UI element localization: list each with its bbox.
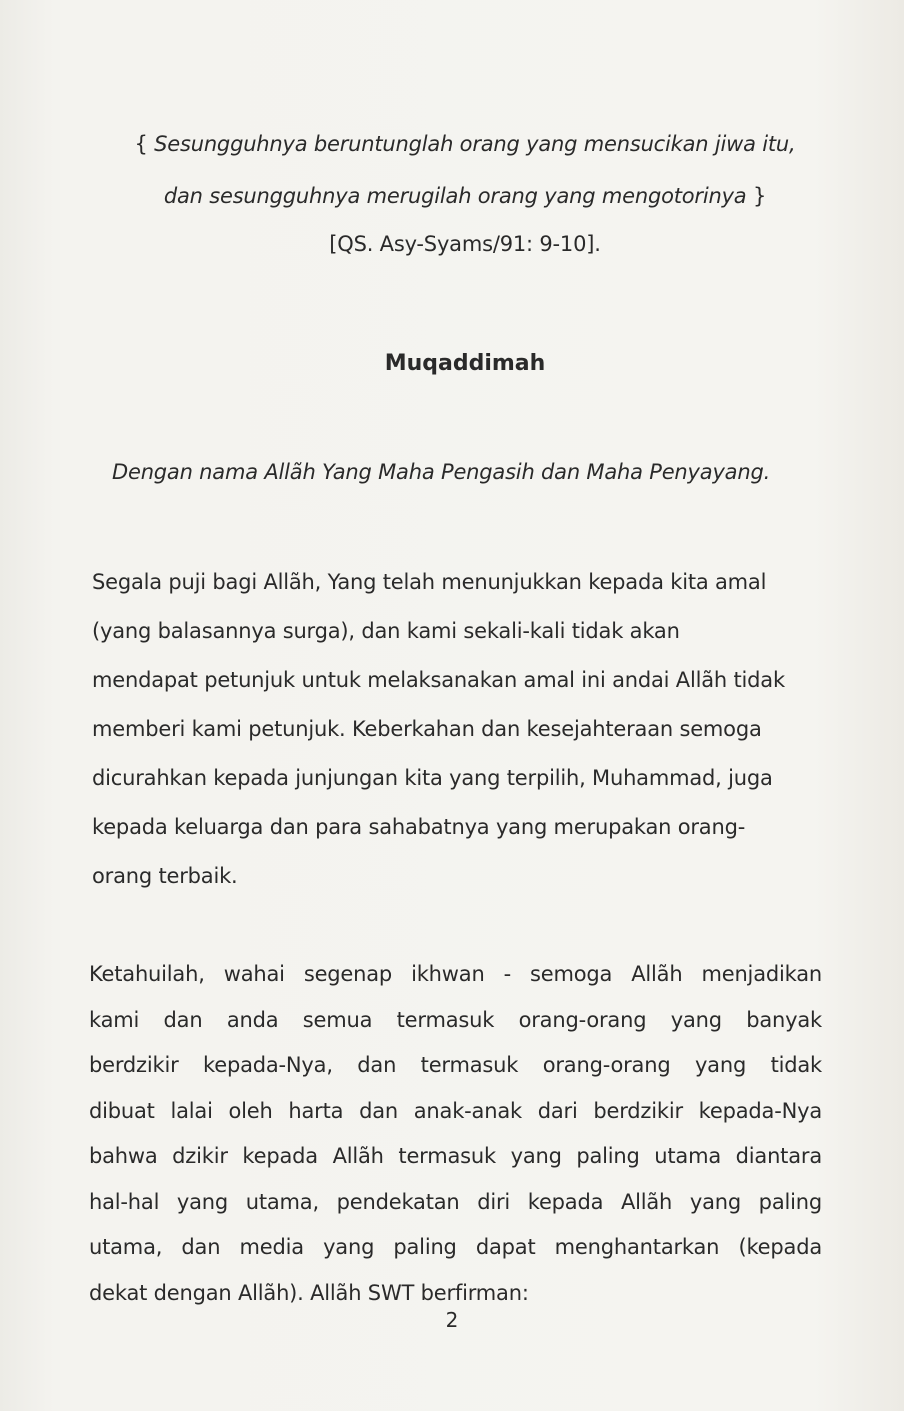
section-heading: Muqaddimah	[384, 351, 546, 376]
paragraph-1	[92, 558, 785, 901]
paragraph-2-line: hal-hal yang utama, pendekatan diri kepada Allãh yang paling	[89, 1189, 822, 1214]
paragraph-1-line: Segala puji bagi Allãh, Yang telah menunjukkan kepada kita amal	[92, 570, 767, 594]
paragraph-2-line: dibuat lalai oleh harta dan anak-anak dari berdzikir kepada-Nya	[89, 1098, 822, 1123]
paragraph-1-line: memberi kami petunjuk. Keberkahan dan kesejahteraan semoga	[92, 717, 762, 741]
paragraph-1-line: mendapat petunjuk untuk melaksanakan amal ini andai Allãh tidak	[92, 668, 785, 692]
quote-text-2: dan sesungguhnya merugilah orang yang mengotorinya	[163, 184, 747, 208]
paragraph-1-line: orang terbaik.	[92, 864, 238, 888]
paragraph-2	[89, 952, 822, 1316]
paragraph-2-line: kami dan anda semua termasuk orang-orang yang banyak	[89, 1007, 822, 1032]
quote-line-1	[100, 118, 830, 170]
paragraph-2-line: bahwa dzikir kepada Allãh termasuk yang paling utama diantara	[89, 1144, 822, 1168]
paragraph-2-line: dekat dengan Allãh). Allãh SWT berfirman:	[89, 1280, 529, 1305]
paragraph-1-line: kepada keluarga dan para sahabatnya yang merupakan orang-	[92, 815, 746, 839]
quote-text-1: Sesungguhnya beruntunglah orang yang mensucikan jiwa itu,	[154, 132, 796, 156]
quote-reference: [QS. Asy-Syams/91: 9-10].	[329, 232, 601, 256]
paragraph-2-line: utama, dan media yang paling dapat menghantarkan (kepada	[89, 1235, 822, 1259]
quote-close-brace: }	[752, 184, 767, 208]
quote-open-brace: {	[134, 132, 148, 156]
quran-quote	[100, 118, 830, 270]
paragraph-2-line: berdzikir kepada-Nya, dan termasuk orang-orang yang tidak	[89, 1053, 822, 1077]
quote-line-2	[100, 170, 830, 222]
paragraph-1-line: dicurahkan kepada junjungan kita yang terpilih, Muhammad, juga	[92, 766, 773, 790]
basmalah-line: Dengan nama Allãh Yang Maha Pengasih dan Maha Penyayang.	[112, 460, 771, 484]
paragraph-2-line: Ketahuilah, wahai segenap ikhwan - semoga Allãh menjadikan	[89, 962, 822, 986]
paragraph-1-line: (yang balasannya surga), dan kami sekali-kali tidak akan	[92, 619, 680, 643]
page-number: 2	[445, 1308, 459, 1332]
